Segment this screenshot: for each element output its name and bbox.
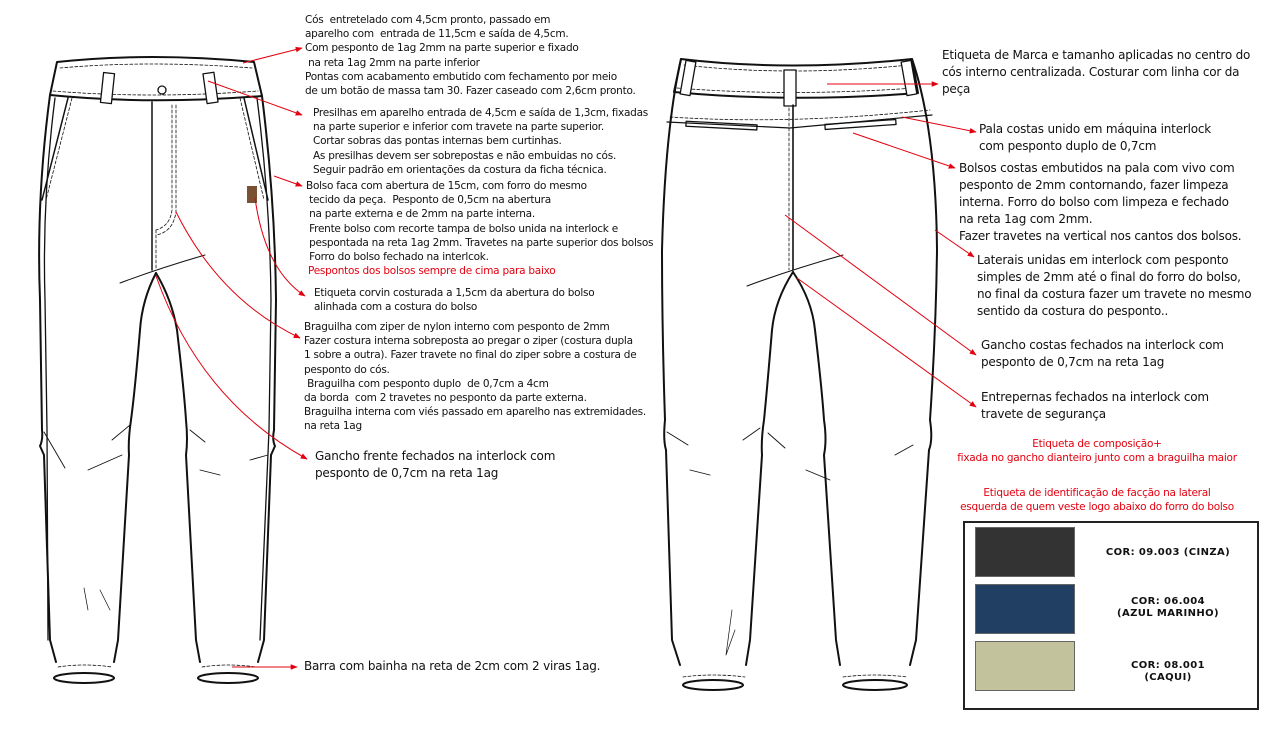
leader-fly bbox=[176, 212, 300, 338]
note-brand-label: Etiqueta de Marca e tamanho aplicadas no centro do cós interno centralizada. Costurar com linha cor da peça bbox=[942, 48, 1251, 96]
leader-corvin-label bbox=[255, 198, 305, 296]
note-back-crotch: Gancho costas fechados na interlock com pesponto de 0,7cm na reta 1ag bbox=[981, 338, 1224, 369]
note-front-pocket: Bolso faca com abertura de 15cm, com forro do mesmo tecido da peça. Pesponto de 0,5cm na abertura na parte externa e de 2mm na parte interna. Frente bolso com recorte tampa de bolso unida na interlock e pespontada na reta 1ag 2mm. Travetes na parte superior dos bolsos Forro do bolso fechado na interlcok. bbox=[306, 180, 654, 264]
leader-front-pocket bbox=[274, 176, 302, 186]
note-belt-loops: Presilhas em aparelho entrada de 4,5cm e saída de 1,3cm, fixadas na parte superior e inferior com travete na parte superior. Cortar sobras das pontas internas bem curtinhas. As presilhas devem ser sobrepostas e não embuidas no cós. Seguir padrão em orientações da costura da ficha técnica. bbox=[313, 107, 648, 176]
note-waistband: Cós entretelado com 4,5cm pronto, passado em aparelho com entrada de 11,5cm e saída de 4,5cm. Com pesponto de 1ag 2mm na parte superior e fixado na reta 1ag 2mm na parte inferior Pontas com acabamento embutido com fechamento por meio de um botão de massa tam 30. Fazer caseado com 2,6cm pronto. bbox=[305, 14, 636, 98]
color-swatch-cinza bbox=[975, 527, 1075, 577]
leader-inseam bbox=[797, 278, 976, 407]
leader-waistband bbox=[243, 48, 302, 63]
back-left-outseam bbox=[662, 59, 681, 665]
front-pocket-left bbox=[42, 98, 68, 200]
color-label-caqui: COR: 08.001 (CAQUI) bbox=[1130, 660, 1205, 683]
color-swatch-panel bbox=[963, 521, 1259, 710]
note-inseam: Entrepernas fechados na interlock com travete de segurança bbox=[981, 390, 1209, 421]
front-inseam bbox=[114, 273, 156, 662]
leader-back-pockets bbox=[853, 133, 955, 168]
leader-front-crotch bbox=[156, 276, 307, 459]
note-pocket-warning: Pespontos dos bolsos sempre de cima para baixo bbox=[308, 265, 556, 277]
front-leader-lines bbox=[156, 48, 307, 667]
note-side-seams: Laterais unidas em interlock com pesponto simples de 2mm até o final do forro do bolso, no final da costura fazer um travete no mesmo sentido da costura do pesponto.. bbox=[977, 253, 1252, 318]
note-factory-label: Etiqueta de identificação de facção na lateral esquerda de quem veste logo abaixo do forro do bolso bbox=[960, 487, 1234, 514]
back-leader-lines bbox=[785, 84, 976, 407]
front-waistband bbox=[50, 57, 262, 100]
note-back-pockets: Bolsos costas embutidos na pala com vivo com pesponto de 2mm contornando, fazer limpeza interna. Forro do bolso com limpeza e fechado na reta 1ag com 2mm. Fazer travetes na vertical nos cantos dos bolsos. bbox=[959, 161, 1242, 243]
note-hem: Barra com bainha na reta de 2cm com 2 viras 1ag. bbox=[304, 659, 601, 673]
color-swatch-caqui bbox=[975, 641, 1075, 691]
note-corvin-label: Etiqueta corvin costurada a 1,5cm da abertura do bolso alinhada com a costura do bolso bbox=[314, 287, 595, 314]
note-composition-label: Etiqueta de composição+ fixada no gancho dianteiro junto com a braguilha maior bbox=[957, 438, 1237, 465]
color-label-azul-marinho: COR: 06.004 (AZUL MARINHO) bbox=[1116, 596, 1220, 619]
leader-back-crotch bbox=[785, 215, 976, 355]
front-right-outseam bbox=[258, 96, 276, 662]
leader-yoke bbox=[902, 117, 976, 132]
back-belt-loop-center bbox=[784, 70, 796, 106]
back-inseam bbox=[746, 272, 793, 665]
note-fly: Braguilha com ziper de nylon interno com pesponto de 2mm Fazer costura interna sobreposta ao pregar o ziper (costura dupla 1 sobre a outra). Fazer travete no final do ziper sobre a costura de pesponto do cós. Braguilha com pesponto duplo de 0,7cm a 4cm da borda com 2 travetes no pesponto da parte externa. Braguilha interna com viés passado em aparelho nas extremidades. na reta 1ag bbox=[304, 321, 646, 433]
color-label-cinza: COR: 09.003 (CINZA) bbox=[1105, 547, 1231, 558]
back-pants-sketch bbox=[662, 59, 937, 690]
note-front-crotch: Gancho frente fechados na interlock com pesponto de 0,7cm na reta 1ag bbox=[315, 449, 556, 480]
front-belt-loop-left bbox=[100, 73, 114, 104]
color-swatch-azul-marinho bbox=[975, 584, 1075, 634]
front-pants-sketch bbox=[39, 57, 276, 683]
note-yoke: Pala costas unido em máquina interlock com pesponto duplo de 0,7cm bbox=[979, 122, 1212, 153]
